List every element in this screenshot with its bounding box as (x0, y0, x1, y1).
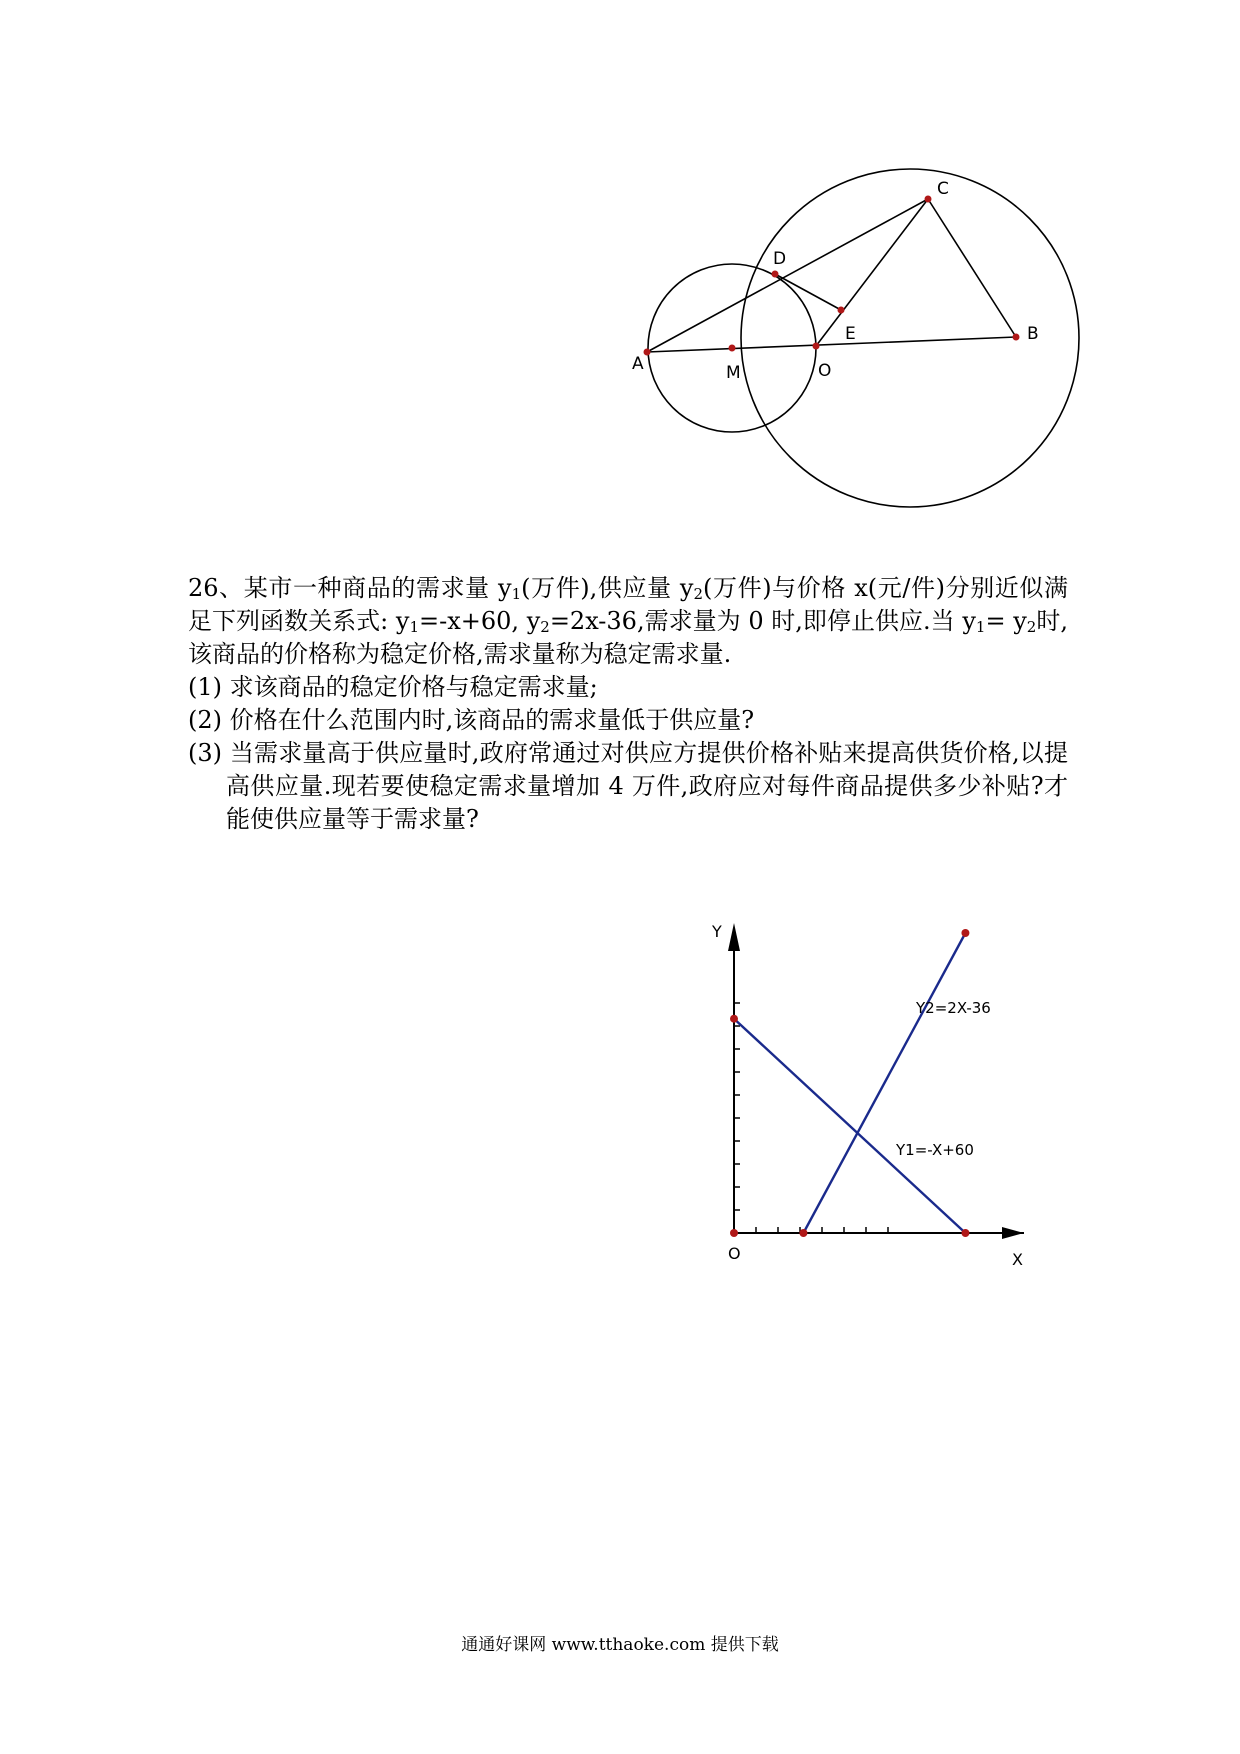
supply-demand-graph (708, 915, 1068, 1270)
eq2-subscript: 2 (540, 618, 550, 636)
cond1-subscript: 1 (975, 618, 986, 636)
intro-text-1: 某市一种商品的需求量 y (243, 574, 512, 602)
origin-point (730, 1229, 738, 1237)
label-C: C (937, 179, 949, 199)
intro-text-4: =-x+60, y (419, 607, 541, 635)
y1-subscript: 1 (511, 585, 522, 603)
label-B: B (1027, 324, 1039, 344)
origin-label: O (728, 1244, 741, 1263)
point-M (729, 345, 736, 352)
point-A (644, 349, 651, 356)
graph-axes (728, 923, 1024, 1239)
point-B (1013, 334, 1020, 341)
problem-number: 26、 (188, 574, 244, 602)
intro-text-2: (万件),供应量 y (521, 574, 694, 602)
page-footer: 通通好课网 www.tthaoke.com 提供下载 (461, 1635, 779, 1655)
intro-text-3: (万件)与价格 x(元/件)分别近似满足下列函数关系式: y (188, 574, 1069, 635)
intro-text-5: =2x-36,需求量为 0 时,即停止供应.当 y (549, 607, 976, 635)
label-M: M (726, 363, 741, 383)
geometry-figure (632, 179, 1080, 520)
point-O (813, 343, 820, 350)
segment-AB (647, 337, 1016, 352)
geometry-points (644, 196, 1020, 356)
graph-points (730, 929, 969, 1237)
series-2-point (961, 929, 969, 937)
label-D: D (773, 249, 787, 269)
series-line-1 (734, 1019, 965, 1233)
label-E: E (845, 324, 856, 344)
point-E (838, 307, 845, 314)
y-axis-label: Y (712, 922, 722, 941)
segment-DE (775, 274, 841, 310)
series-1-point (730, 1015, 738, 1023)
question-3: (3) 当需求量高于供应量时,政府常通过对供应方提供价格补贴来提高供货价格,以提高供应量.现若要使稳定需求量增加 4 万件,政府应对每件商品提供多少补贴?才能使供应量等于需求量? (188, 739, 1068, 833)
segment-CB (928, 199, 1016, 337)
eq1-subscript: 1 (409, 618, 420, 636)
x-axis-label: X (1012, 1250, 1023, 1269)
series-label-1: Y1=-X+60 (896, 1141, 974, 1159)
problem-26 (188, 572, 1068, 836)
label-O: O (818, 361, 832, 381)
x-axis-arrow (1002, 1227, 1024, 1239)
series-label-2: Y2=2X-36 (916, 999, 991, 1017)
question-1: (1) 求该商品的稳定价格与稳定需求量; (188, 673, 598, 701)
graph-labels (711, 922, 1023, 1269)
graph-lines (734, 933, 965, 1233)
label-A: A (632, 354, 644, 374)
series-1-point (961, 1229, 969, 1237)
intro-text-6: = y (985, 607, 1027, 635)
point-C (925, 196, 932, 203)
question-2: (2) 价格在什么范围内时,该商品的需求量低于供应量? (188, 706, 755, 734)
problem-intro (188, 572, 1068, 671)
series-2-point (799, 1229, 807, 1237)
y-axis-arrow (728, 923, 740, 951)
y2-subscript: 2 (693, 585, 704, 603)
segment-CO (816, 199, 928, 346)
series-line-2 (803, 933, 965, 1233)
intro-text-7: 时,该商品的价格称为稳定价格,需求量称为稳定需求量. (188, 607, 1069, 668)
cond2-subscript: 2 (1026, 618, 1037, 636)
point-D (772, 271, 779, 278)
